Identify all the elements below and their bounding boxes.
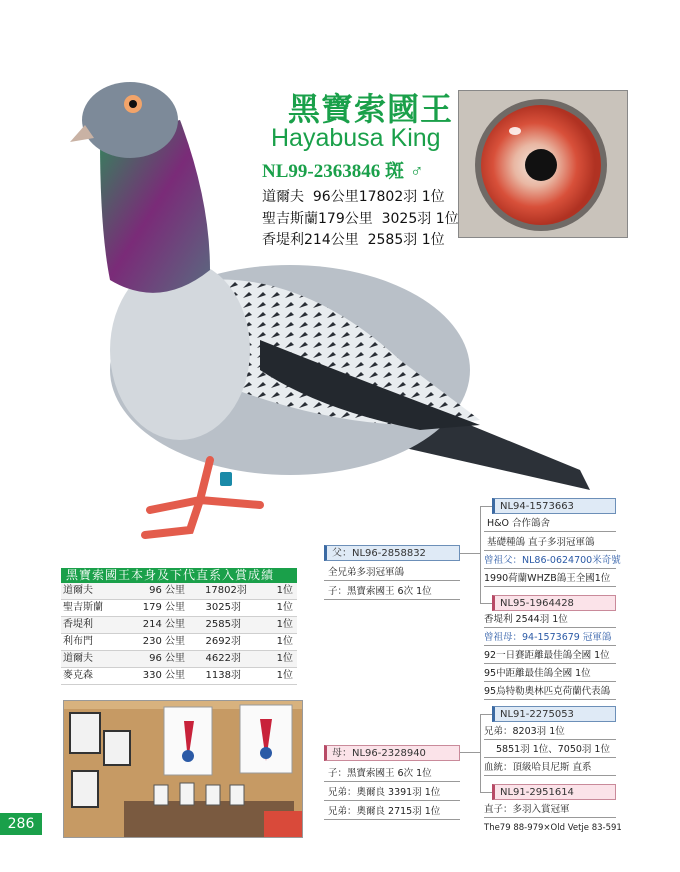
table-cell: 1位 [276, 585, 293, 596]
ring-number-text: NL99-2363846 斑 [262, 161, 404, 182]
dam-ring-box: 母：NL96-2328940 [324, 745, 460, 761]
divider [324, 599, 460, 600]
sire-sire-ring-box: NL94-1573663 [492, 498, 616, 514]
dam-info-line: 兄弟：奧爾良 3391羽 1位 [328, 787, 441, 798]
table-cell: 1位 [276, 619, 293, 630]
sire-sire-info-line: H&O 合作鴿舍 [487, 518, 551, 529]
divider [324, 819, 460, 820]
sire-sire-info-line: 曾祖父：NL86-0624700米奇號 [484, 555, 621, 566]
loft-trophy-photo [63, 700, 303, 838]
table-cell: 1位 [276, 653, 293, 664]
dam-sire-info-line: 兄弟：8203羽 1位 [484, 726, 565, 737]
pedigree-connector [480, 506, 481, 603]
ring-number [262, 156, 423, 183]
sire-info-line: 全兄弟多羽冠軍鴿 [328, 567, 405, 578]
sire-dam-info-line: 95中距離最佳鴿全國 1位 [484, 668, 591, 679]
eye-photo [458, 90, 628, 238]
divider [484, 681, 616, 682]
results-table-body [61, 583, 297, 685]
table-row [61, 634, 297, 651]
table-cell: 2692羽 [205, 636, 241, 647]
divider [484, 550, 616, 551]
dam-sire-ring-box: NL91-2275053 [492, 706, 616, 722]
table-row [61, 651, 297, 668]
table-cell: 96 公里 [149, 585, 185, 596]
sire-dam-ring-box: NL95-1964428 [492, 595, 616, 611]
pedigree-connector [460, 752, 480, 753]
divider [484, 531, 616, 532]
divider [484, 739, 616, 740]
table-cell: 1138羽 [205, 670, 241, 681]
result-line: 聖吉斯蘭179公里 3025羽 1位 [262, 211, 459, 227]
table-cell: 香堤利 [63, 619, 93, 630]
page-number: 286 [0, 813, 42, 835]
sire-dam-info-line: 香堤利 2544羽 1位 [484, 614, 568, 625]
result-line: 道爾夫 96公里17802羽 1位 [262, 189, 445, 205]
sire-dam-info-line: 曾祖母：94-1573679 冠軍鴿 [484, 632, 612, 643]
divider [484, 699, 616, 700]
table-cell: 3025羽 [205, 602, 241, 613]
table-row [61, 583, 297, 600]
pedigree-connector [480, 506, 492, 507]
table-cell: 麥克森 [63, 670, 93, 681]
table-cell: 1位 [276, 602, 293, 613]
table-cell: 利布門 [63, 636, 93, 647]
results-table-header: 黑寶索國王本身及下代直系入賞成績 [61, 568, 297, 583]
sire-ring-box: 父：NL96-2858832 [324, 545, 460, 561]
table-row [61, 617, 297, 634]
divider [324, 800, 460, 801]
pedigree-connector [480, 714, 481, 792]
pedigree-connector [480, 792, 492, 793]
divider [484, 757, 616, 758]
divider [484, 775, 616, 776]
dam-dam-info-line: The79 88-979×Old Vetje 83-591 [484, 823, 622, 833]
table-row [61, 600, 297, 617]
dam-info-line: 兄弟：奧爾良 2715羽 1位 [328, 806, 441, 817]
divider [484, 817, 616, 818]
dam-sire-info-line: 血統：頂級哈貝尼斯 直系 [484, 762, 592, 773]
divider [484, 568, 616, 569]
results-table [61, 568, 297, 685]
divider [484, 645, 616, 646]
table-cell: 聖吉斯蘭 [63, 602, 103, 613]
dam-dam-info-line: 直子：多羽入賞冠軍 [484, 804, 570, 815]
sire-dam-info-line: 92一日賽距離最佳鴿全國 1位 [484, 650, 610, 661]
sire-info-line: 子：黑寶索國王 6次 1位 [328, 586, 432, 597]
sire-dam-info-line: 95烏特勒奧林匹克荷蘭代表鴿 [484, 686, 611, 697]
table-cell: 230 公里 [142, 636, 185, 647]
table-cell: 214 公里 [142, 619, 185, 630]
table-cell: 1位 [276, 636, 293, 647]
table-cell: 96 公里 [149, 653, 185, 664]
divider [484, 627, 616, 628]
table-cell: 2585羽 [205, 619, 241, 630]
divider [324, 781, 460, 782]
divider [484, 663, 616, 664]
sire-sire-info-line: 1990荷蘭WHZB鴿王全國1位 [484, 573, 611, 584]
table-cell: 1位 [276, 670, 293, 681]
table-cell: 道爾夫 [63, 653, 93, 664]
table-cell: 4622羽 [205, 653, 241, 664]
result-line: 香堤利214公里 2585羽 1位 [262, 232, 445, 248]
table-row [61, 668, 297, 685]
male-symbol-icon: ♂ [409, 161, 424, 181]
pigeon-name-english: Hayabusa King [271, 124, 441, 152]
table-cell: 17802羽 [205, 585, 247, 596]
divider [484, 586, 616, 587]
sire-sire-info-line: 基礎種鴿 直子多羽冠軍鴿 [487, 537, 595, 548]
pigeon-name-chinese: 黑寶索國王 [288, 90, 454, 128]
dam-info-line: 子：黑寶索國王 6次 1位 [328, 768, 432, 779]
dam-sire-info-line: 5851羽 1位、7050羽 1位 [496, 744, 610, 755]
pedigree-connector [480, 603, 492, 604]
dam-dam-ring-box: NL91-2951614 [492, 784, 616, 800]
pedigree-connector [460, 553, 480, 554]
table-cell: 179 公里 [142, 602, 185, 613]
table-cell: 330 公里 [142, 670, 185, 681]
pedigree-connector [480, 714, 492, 715]
divider [324, 580, 460, 581]
table-cell: 道爾夫 [63, 585, 93, 596]
